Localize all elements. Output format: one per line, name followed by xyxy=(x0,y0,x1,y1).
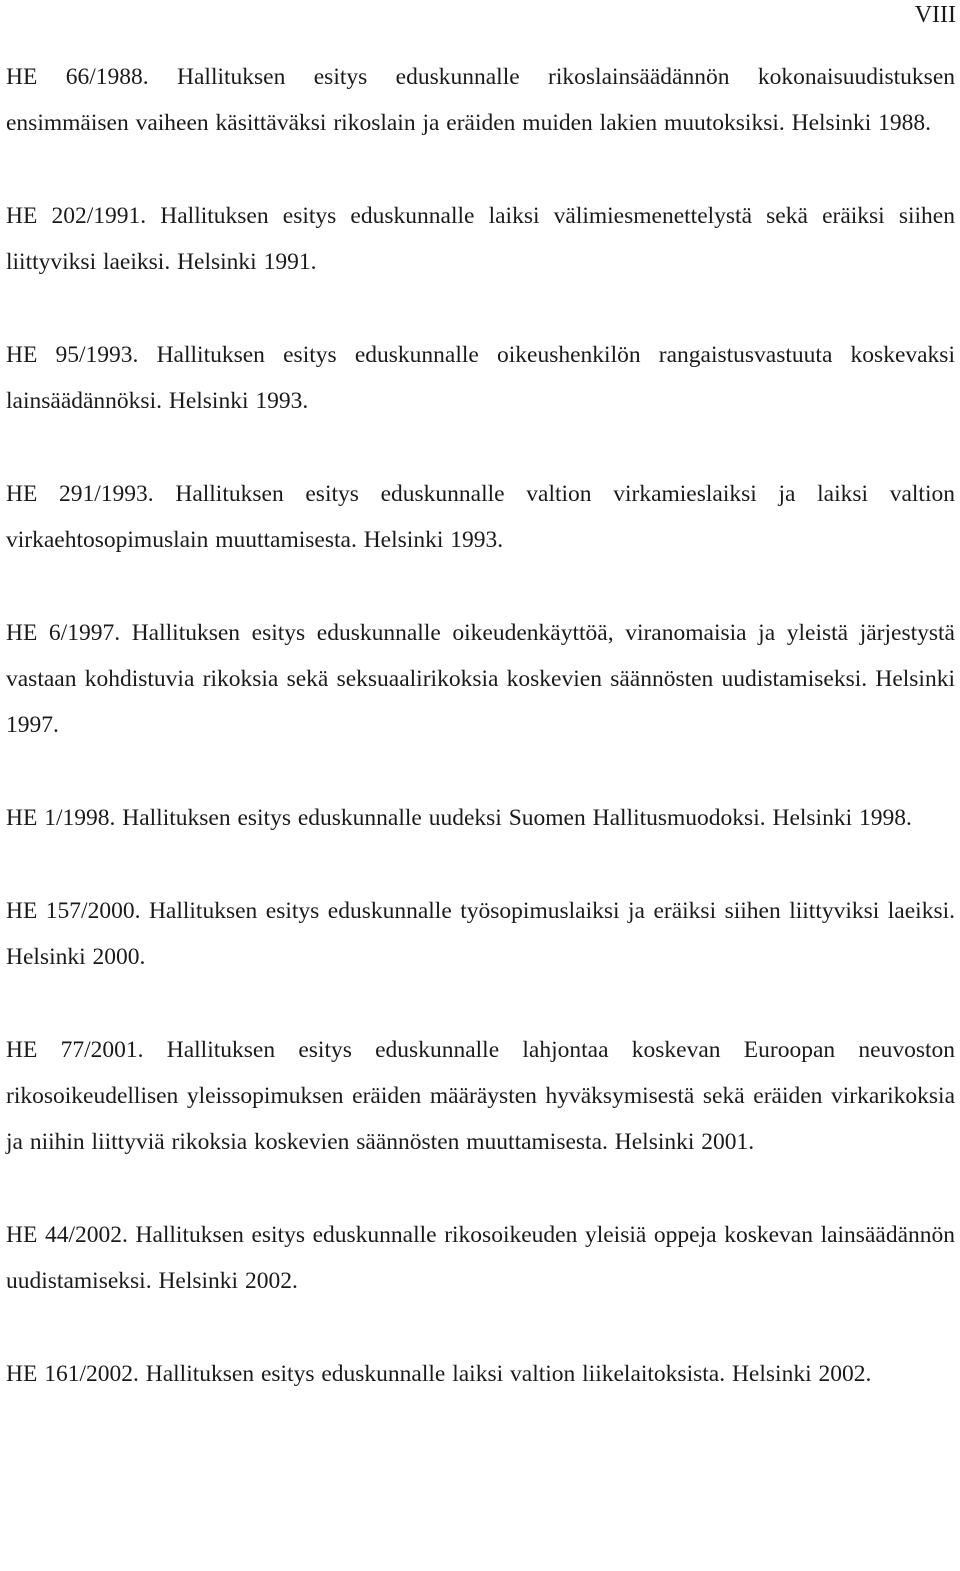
reference-entry: HE 1/1998. Hallituksen esitys eduskunnalle uudeksi Suomen Hallitusmuodoksi. Helsinki 1998. xyxy=(6,805,912,831)
reference-entry: HE 66/1988. Hallituksen esitys eduskunnalle rikoslainsäädännön kokonaisuudistuksen ensimmäisen vaiheen käsittäväksi rikoslain ja eräiden muiden lakien muutoksiksi. Helsinki 1988. xyxy=(6,64,955,136)
reference-entry: HE 202/1991. Hallituksen esitys eduskunnalle laiksi välimiesmenettelystä sekä eräiksi siihen liittyviksi laeiksi. Helsinki 1991. xyxy=(6,203,955,275)
reference-entry: HE 291/1993. Hallituksen esitys eduskunnalle valtion virkamieslaiksi ja laiksi valtion virkaehtosopimuslain muuttamisesta. Helsinki 1993. xyxy=(6,481,955,553)
page-number: VIII xyxy=(914,2,956,28)
reference-entry: HE 95/1993. Hallituksen esitys eduskunnalle oikeushenkilön rangaistusvastuuta koskevaksi lainsäädännöksi. Helsinki 1993. xyxy=(6,342,955,414)
reference-entry: HE 157/2000. Hallituksen esitys eduskunnalle työsopimuslaiksi ja eräiksi siihen liittyviksi laeiksi. Helsinki 2000. xyxy=(6,898,955,970)
reference-entry: HE 6/1997. Hallituksen esitys eduskunnalle oikeudenkäyttöä, viranomaisia ja yleistä järjestystä vastaan kohdistuvia rikoksia sekä seksuaalirikoksia koskevien säännösten uudistamiseksi. Helsinki 1997. xyxy=(6,620,955,738)
reference-entry: HE 77/2001. Hallituksen esitys eduskunnalle lahjontaa koskevan Euroopan neuvoston rikosoikeudellisen yleissopimuksen eräiden määräysten hyväksymisestä sekä eräiden virkarikoksia ja niihin liittyviä rikoksia koskevien säännösten muuttamisesta. Helsinki 2001. xyxy=(6,1037,955,1155)
reference-entry: HE 44/2002. Hallituksen esitys eduskunnalle rikosoikeuden yleisiä oppeja koskevan lainsäädännön uudistamiseksi. Helsinki 2002. xyxy=(6,1222,955,1294)
reference-entry: HE 161/2002. Hallituksen esitys eduskunnalle laiksi valtion liikelaitoksista. Helsinki 2002. xyxy=(6,1361,872,1387)
reference-list xyxy=(6,54,955,1397)
